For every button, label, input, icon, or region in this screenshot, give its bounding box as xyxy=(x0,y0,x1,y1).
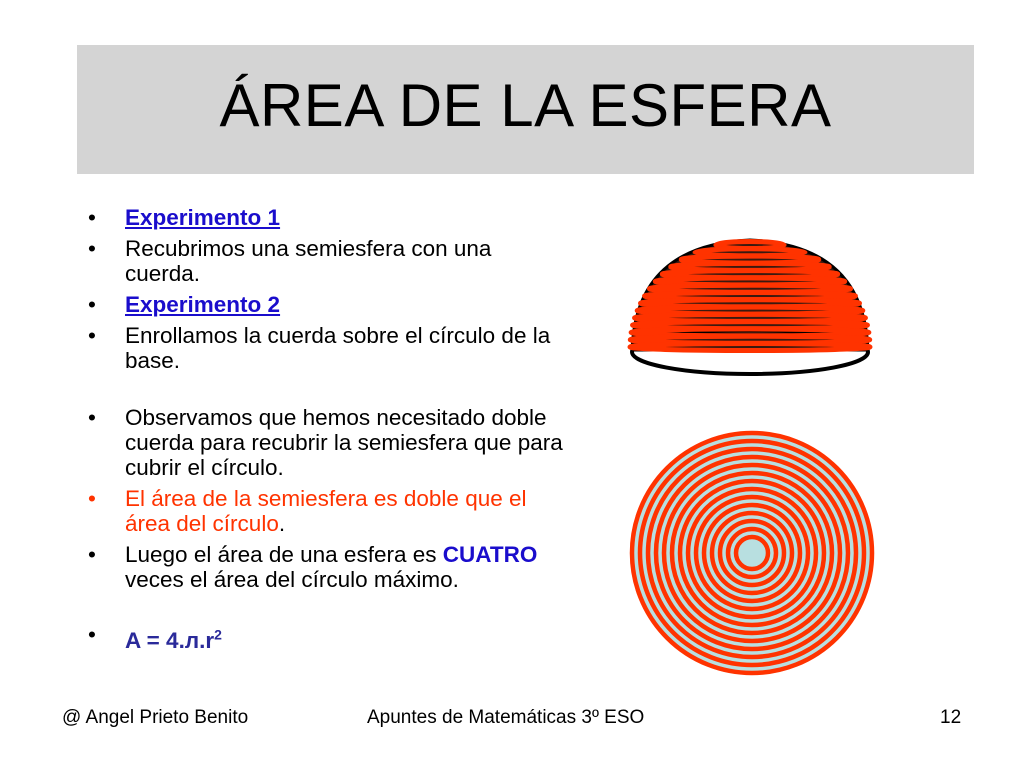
slide-title: ÁREA DE LA ESFERA xyxy=(219,72,832,139)
footer-page-number: 12 xyxy=(940,707,962,728)
bullet-text: Observamos que hemos necesitado doble cuerda para recubrir la semiesfera que para cubrir el círculo. xyxy=(125,405,563,480)
footer-course: Apuntes de Matemáticas 3º ESO xyxy=(367,707,645,728)
bullet-text-post: veces el área del círculo máximo. xyxy=(125,567,459,592)
formula-exponent: 2 xyxy=(214,626,222,642)
bullet-text-pre: Luego el área de una esfera es xyxy=(125,542,437,567)
conclusion-text: El área de la semiesfera es doble que el área del círculo xyxy=(125,486,527,536)
bullet-text: Recubrimos una semiesfera con una cuerda. xyxy=(125,236,492,286)
cuatro-emphasis: CUATRO xyxy=(442,542,538,567)
bullet-text: Enrollamos la cuerda sobre el círculo de la base. xyxy=(125,323,551,373)
rope-circle-illustration xyxy=(630,431,874,675)
experiment-2-link[interactable]: Experimento 2 xyxy=(125,292,281,317)
bullet-dot: • xyxy=(88,292,96,317)
conclusion-period: . xyxy=(278,511,286,536)
bullet-dot: • xyxy=(88,405,96,430)
bullet-dot: • xyxy=(88,236,96,261)
experiment-1-link[interactable]: Experimento 1 xyxy=(125,205,281,230)
bullet-dot: • xyxy=(88,622,96,647)
sphere-area-formula: $A = 4.л.r^2$ xyxy=(125,626,222,653)
footer-author: @ Angel Prieto Benito xyxy=(62,707,249,728)
bullet-dot: • xyxy=(88,205,96,230)
bullet-dot: • xyxy=(88,542,96,567)
bullet-dot: • xyxy=(88,486,96,511)
bullet-dot: • xyxy=(88,323,96,348)
hemisphere-illustration xyxy=(630,240,870,374)
